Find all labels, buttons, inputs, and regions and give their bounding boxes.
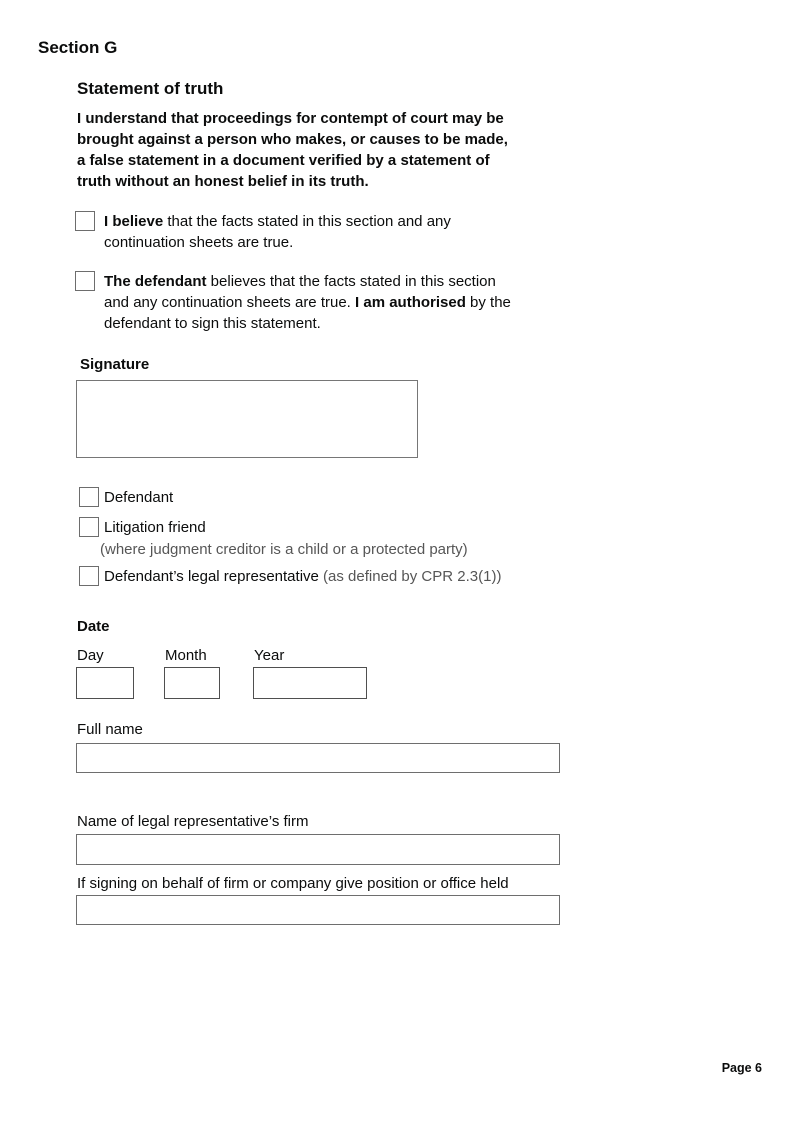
warning-line-2: brought against a person who makes, or causes to be made, [77, 131, 508, 148]
full-name-input[interactable] [76, 743, 560, 773]
believe-label-bold: I believe [104, 213, 164, 230]
role-defendant-label: Defendant [104, 489, 174, 506]
defendant-believes-bold: The defendant [104, 273, 207, 290]
firm-input[interactable] [76, 834, 560, 865]
role-defendant-row [79, 487, 173, 508]
defendant-believes-label [104, 271, 511, 334]
defendant-believes-line2-post: by the [465, 294, 511, 311]
role-litigation-friend-checkbox[interactable] [79, 517, 99, 537]
defendant-believes-line2-pre: and any continuation sheets are true. [104, 294, 356, 311]
truth-option-defendant-row [75, 271, 511, 334]
believe-label [104, 211, 451, 253]
legal-representative-note: (as defined by CPR 2.3(1)) [323, 568, 502, 585]
believe-label-line2: continuation sheets are true. [104, 234, 294, 251]
position-input[interactable] [76, 895, 560, 925]
defendant-believes-checkbox[interactable] [75, 271, 95, 291]
role-defendant-checkbox[interactable] [79, 487, 99, 507]
date-heading: Date [77, 618, 110, 635]
defendant-believes-rest: believes that the facts stated in this section [206, 273, 496, 290]
section-g-title: Section G [38, 38, 118, 57]
statement-of-truth-heading: Statement of truth [77, 79, 224, 98]
month-label: Month [165, 647, 207, 664]
defendant-believes-line3: defendant to sign this statement. [104, 315, 321, 332]
warning-line-1: I understand that proceedings for contempt of court may be [77, 110, 504, 127]
role-legal-representative-checkbox[interactable] [79, 566, 99, 586]
day-input[interactable] [76, 667, 134, 699]
contempt-warning-paragraph [77, 108, 508, 192]
believe-label-rest: that the facts stated in this section and any [163, 213, 451, 230]
truth-option-believe-row [75, 211, 451, 253]
full-name-label: Full name [77, 721, 143, 738]
litigation-friend-note: (where judgment creditor is a child or a protected party) [100, 541, 468, 558]
role-legal-representative-label: Defendant’s legal representative [104, 568, 324, 585]
role-legal-representative-row [79, 566, 501, 587]
role-litigation-friend-row [79, 517, 206, 538]
role-litigation-friend-label: Litigation friend [104, 519, 206, 536]
warning-line-3: a false statement in a document verified by a statement of [77, 152, 490, 169]
position-label: If signing on behalf of firm or company give position or office held [77, 875, 509, 892]
month-input[interactable] [164, 667, 220, 699]
year-input[interactable] [253, 667, 367, 699]
page-number: Page 6 [721, 1061, 762, 1075]
believe-checkbox[interactable] [75, 211, 95, 231]
signature-box[interactable] [76, 380, 418, 458]
warning-line-4: truth without an honest belief in its truth. [77, 173, 369, 190]
authorised-bold: I am authorised [355, 294, 466, 311]
year-label: Year [254, 647, 285, 664]
day-label: Day [77, 647, 104, 664]
signature-label: Signature [80, 356, 150, 373]
firm-label: Name of legal representative’s firm [77, 813, 309, 830]
